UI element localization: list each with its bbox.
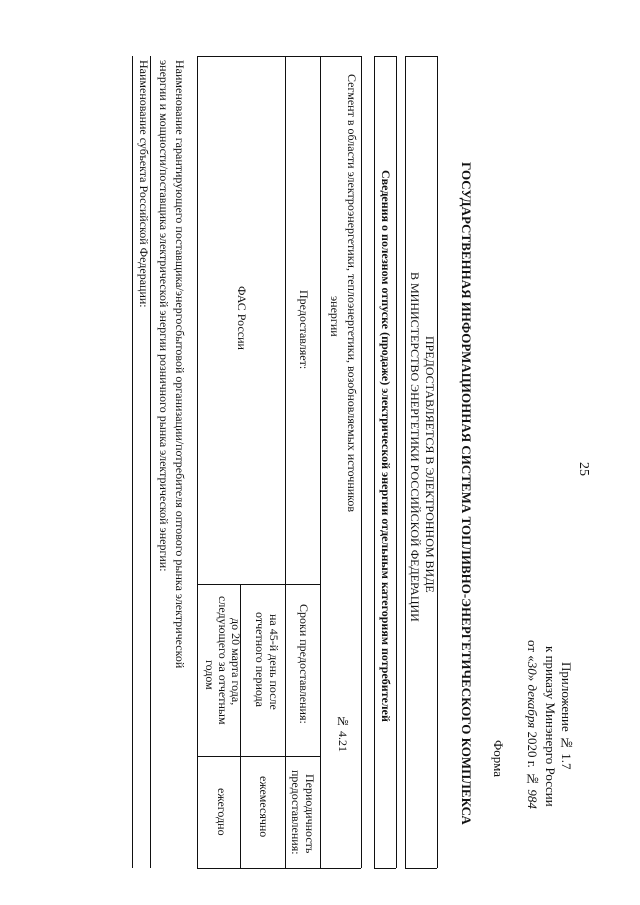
- subject-rule: [132, 56, 133, 868]
- table-col-divider-1: [197, 584, 320, 585]
- submitted-line-2: В МИНИСТЕРСТВО ЭНЕРГЕТИКИ РОССИЙСКОЙ ФЕДЕРАЦИИ: [407, 272, 422, 622]
- segment-line-2: энергии: [327, 296, 342, 337]
- report-box-right: [396, 56, 397, 868]
- submitted-box-left: [405, 56, 406, 868]
- term-1-line-2: отчетного периода: [252, 612, 267, 707]
- form-number: № 4.21: [335, 714, 350, 752]
- provider-value: ФАС России: [234, 286, 249, 350]
- table-right: [320, 56, 321, 868]
- form-label: Форма: [491, 740, 506, 777]
- subject-label: Наименование субъекта Российской Федерации:: [136, 60, 151, 308]
- report-title: Сведения о полезном отпуске (продаже) электрической энергии отдельным категориям потребителей: [378, 170, 393, 722]
- submitted-box-right: [437, 56, 438, 868]
- supplier-line-2: энергии и мощности/поставщика электрической энергии розничного рынка электрической энергии:: [156, 60, 171, 572]
- report-box-left: [374, 56, 375, 868]
- date-mid: »: [525, 674, 540, 685]
- date-month: декабря: [525, 684, 540, 729]
- term-2-line-3: годом: [202, 660, 217, 690]
- term-2-line-1: до 20 марта года,: [228, 618, 243, 706]
- date-year: 2020 г. №: [525, 728, 540, 790]
- provider-header: Предоставляет:: [296, 290, 311, 370]
- terms-header: Сроки предоставления:: [296, 604, 311, 724]
- period-1-value: ежемесячно: [256, 776, 271, 838]
- segment-box-right: [361, 56, 362, 868]
- period-header-2: предоставления:: [288, 770, 303, 855]
- period-header-1: Периодичность: [302, 774, 317, 854]
- segment-line-1: Сегмент в области электроэнергетики, теплоэнергетики, возобновляемых источников: [344, 74, 359, 513]
- date-num: 984: [525, 789, 540, 809]
- order-label: к приказу Минэнерго России: [543, 646, 558, 807]
- report-box-bottom: [374, 868, 396, 869]
- segment-box-bottom: [320, 868, 361, 869]
- term-1-line-1: на 45-й день после: [266, 614, 281, 710]
- supplier-line-1: Наименование гарантирующего поставщика/энергосбытовой организации/потребителя оптового рынка электрической: [172, 60, 187, 669]
- page-number: 25: [576, 462, 591, 476]
- order-date-line: [526, 640, 539, 809]
- date-day: 30: [525, 661, 540, 675]
- table-left: [197, 56, 198, 868]
- submitted-box-bottom: [405, 868, 437, 869]
- segment-box-top: [320, 56, 361, 57]
- submitted-box-top: [405, 56, 437, 57]
- table-col-divider-2: [197, 756, 320, 757]
- date-prefix: от «: [525, 640, 540, 662]
- period-2-value: ежегодно: [214, 788, 229, 836]
- table-header-divider: [285, 56, 286, 868]
- report-box-top: [374, 56, 396, 57]
- term-2-line-2: следующего за отчетным: [215, 596, 230, 725]
- gis-title: ГОСУДАРСТВЕННАЯ ИНФОРМАЦИОННАЯ СИСТЕМА ТОПЛИВНО-ЭНЕРГЕТИЧЕСКОГО КОМПЛЕКСА: [459, 162, 474, 825]
- annex-label: Приложение № 1.7: [559, 662, 574, 770]
- table-top: [197, 56, 320, 57]
- submitted-line-1: ПРЕДОСТАВЛЯЕТСЯ В ЭЛЕКТРОННОМ ВИДЕ: [422, 336, 437, 593]
- table-bottom: [197, 868, 320, 869]
